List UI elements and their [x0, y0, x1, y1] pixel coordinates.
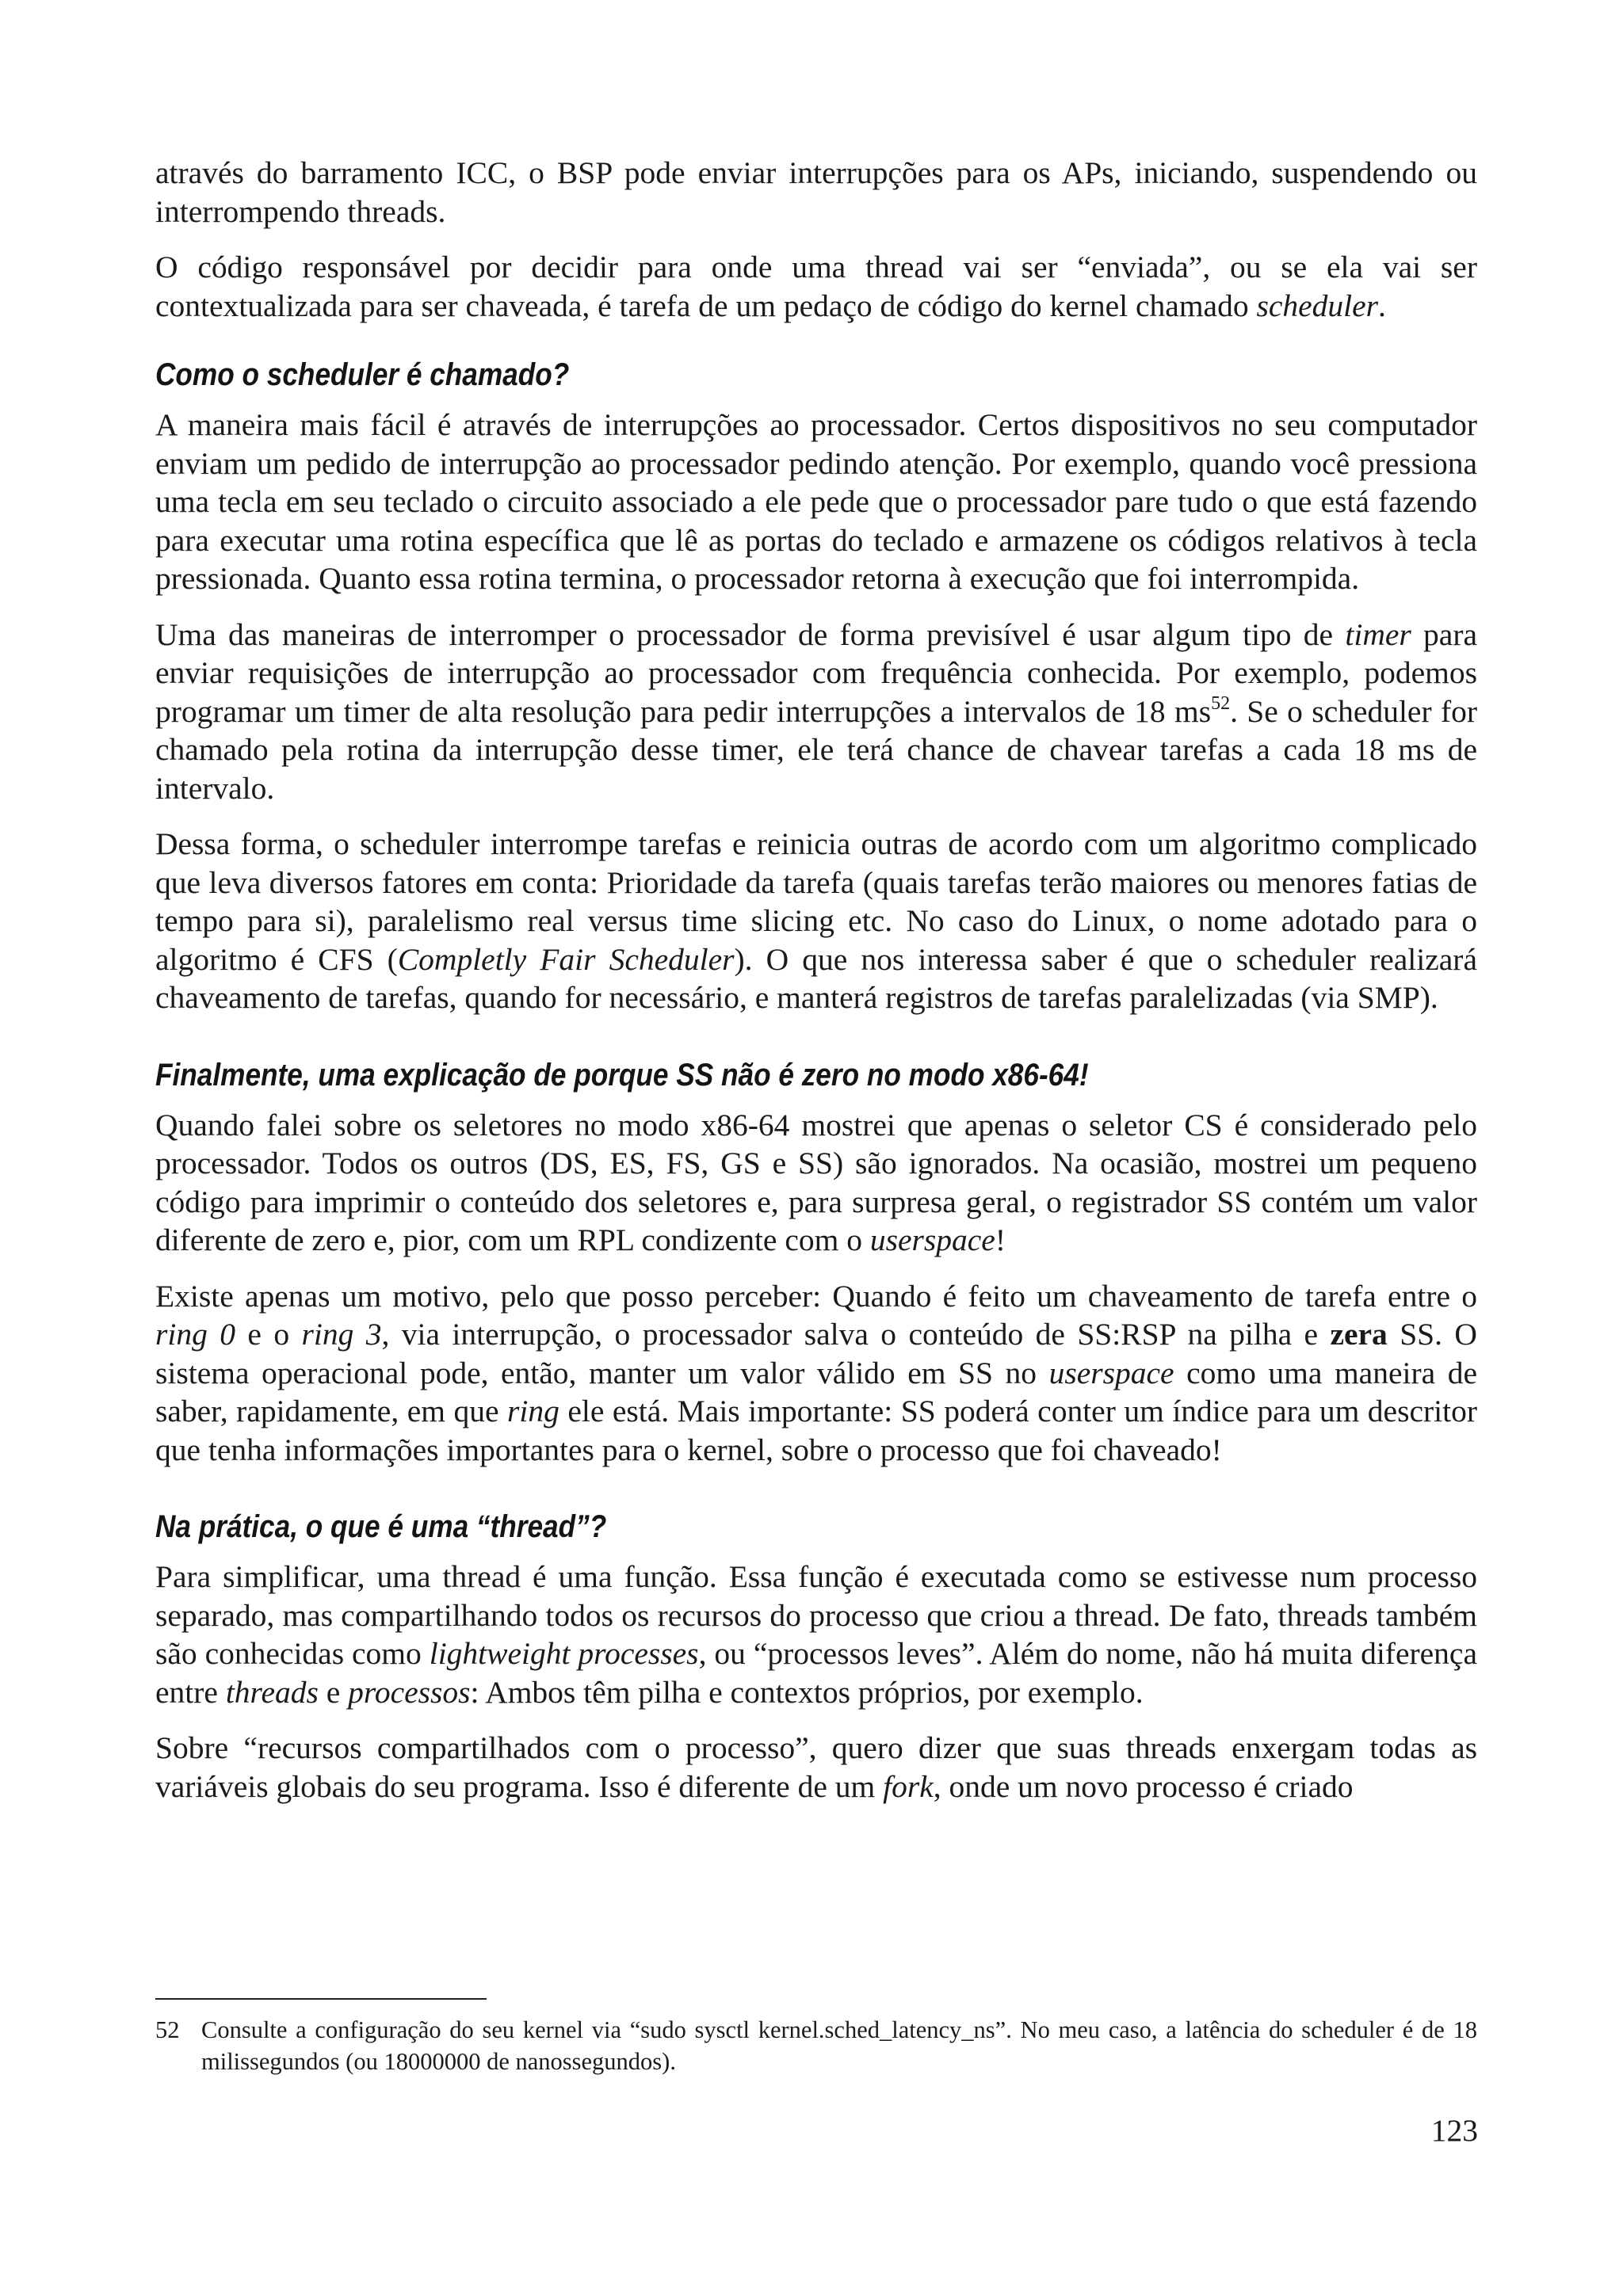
footnote-number: 52 — [155, 2016, 180, 2043]
paragraph: Sobre “recursos compartilhados com o processo”, quero dizer que suas threads enxergam todas as variáveis globais do seu programa. Isso é diferente de um fork, onde um novo processo é criado — [155, 1730, 1477, 1804]
paragraph: Dessa forma, o scheduler interrompe tarefas e reinicia outras de acordo com um algoritmo complicado que leva diversos fatores em conta: Prioridade da tarefa (quais tarefas terão maiores ou menores fatias de tempo para si), paralelismo real versus time slicing etc. No caso do Linux, o nome adotado para o algoritmo é CFS (Completly Fair Scheduler). O que nos interessa saber é que o scheduler realizará chaveamento de tarefas, quando for necessário, e manterá registros de tarefas paralelizadas (via SMP). — [155, 826, 1477, 1015]
section-heading: Como o scheduler é chamado? — [155, 357, 570, 392]
section-heading: Finalmente, uma explicação de porque SS não é zero no modo x86-64! — [155, 1057, 1089, 1093]
page-number: 123 — [1430, 2113, 1478, 2148]
footnotes — [155, 1998, 1477, 2077]
footnote-separator — [155, 1998, 487, 2000]
page-body — [155, 154, 1477, 1823]
paragraph: Para simplificar, uma thread é uma função. Essa função é executada como se estivesse num processo separado, mas compartilhando todos os recursos do processo que criou a thread. De fato, threads também são conhecidas como lightweight processes, ou “processos leves”. Além do nome, não há muita diferença entre threads e processos: Ambos têm pilha e contextos próprios, por exemplo. — [155, 1559, 1477, 1710]
paragraph: O código responsável por decidir para onde uma thread vai ser “enviada”, ou se ela vai ser contextualizada para ser chaveada, é tarefa de um pedaço de código do kernel chamado scheduler. — [155, 250, 1477, 323]
paragraph: Uma das maneiras de interromper o processador de forma previsível é usar algum tipo de timer para enviar requisições de interrupção ao processador com frequência conhecida. Por exemplo, podemos programar um timer de alta resolução para pedir interrupções a intervalos de 18 $ms^{52}$. Se o scheduler for chamado pela rotina da interrupção desse timer, ele terá chance de chavear tarefas a cada 18 ms de intervalo. — [155, 616, 1478, 806]
paragraph: A maneira mais fácil é através de interrupções ao processador. Certos dispositivos no seu computador enviam um pedido de interrupção ao processador pedindo atenção. Por exemplo, quando você pressiona uma tecla em seu teclado o circuito associado a ele pede que o processador pare tudo o que está fazendo para executar uma rotina específica que lê as portas do teclado e armazene os códigos relativos à tecla pressionada. Quanto essa rotina termina, o processador retorna à execução que foi interrompida. — [155, 407, 1477, 596]
paragraph: Quando falei sobre os seletores no modo x86-64 mostrei que apenas o seletor CS é considerado pelo processador. Todos os outros (DS, ES, FS, GS e SS) são ignorados. Na ocasião, mostrei um pequeno código para imprimir o conteúdo dos seletores e, para surpresa geral, o registrador SS contém um valor diferente de zero e, pior, com um RPL condizente com o userspace! — [155, 1107, 1477, 1257]
footnote-text: Consulte a configuração do seu kernel via “sudo sysctl kernel.sched_latency_ns”. No meu caso, a latência do scheduler é de 18 milissegundos (ou 18000000 de nanossegundos). — [201, 2016, 1477, 2075]
footnote — [155, 2014, 1477, 2077]
paragraph: Existe apenas um motivo, pelo que posso perceber: Quando é feito um chaveamento de tarefa entre o ring 0 e o ring 3, via interrupção, o processador salva o conteúdo de SS:RSP na pilha e zera SS. O sistema operacional pode, então, manter um valor válido em SS no userspace como uma maneira de saber, rapidamente, em que ring ele está. Mais importante: SS poderá conter um índice para um descritor que tenha informações importantes para o kernel, sobre o processo que foi chaveado! — [155, 1278, 1477, 1467]
section-heading: Na prática, o que é uma “thread”? — [155, 1509, 607, 1544]
paragraph: através do barramento ICC, o BSP pode enviar interrupções para os APs, iniciando, suspendendo ou interrompendo threads. — [155, 155, 1477, 229]
